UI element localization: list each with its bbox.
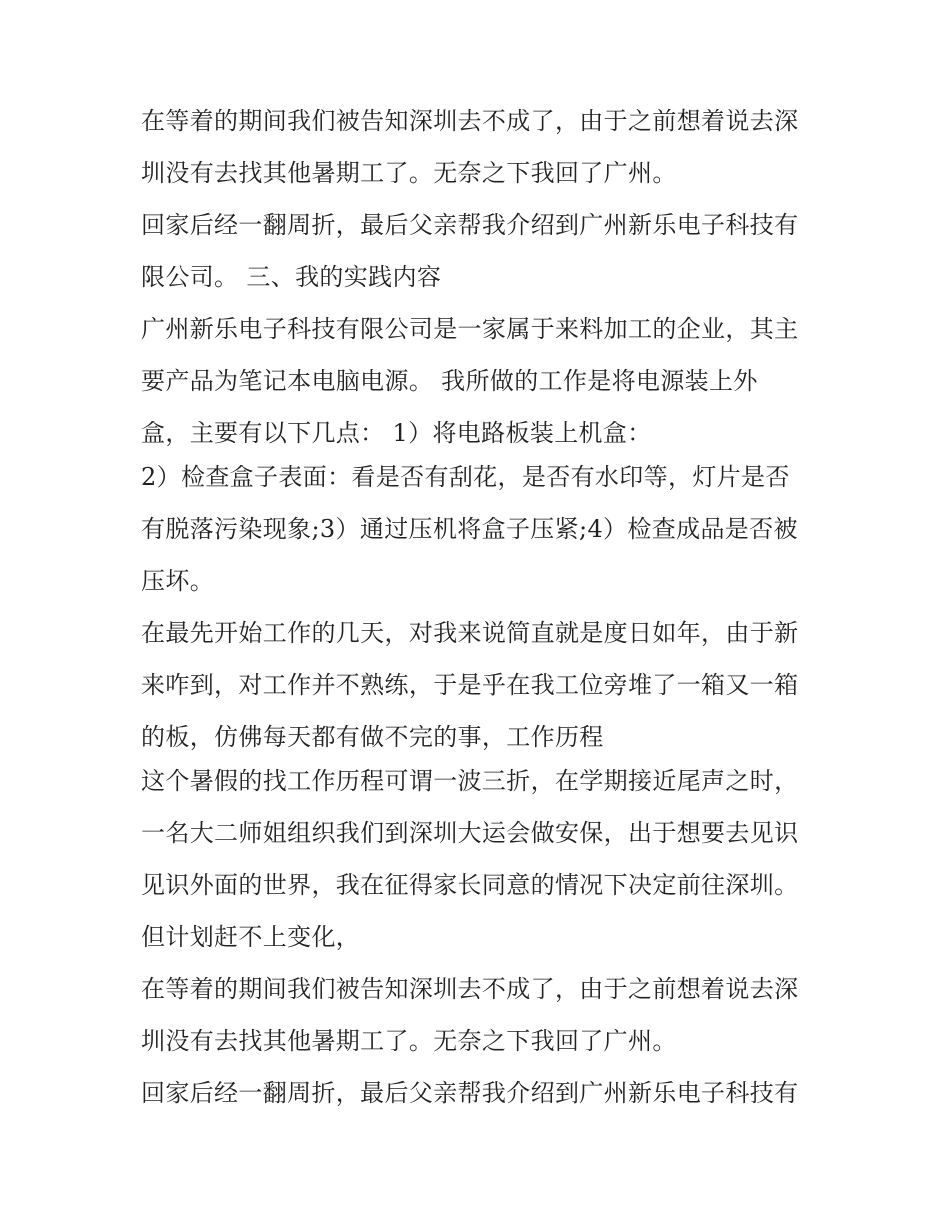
text-line-5: 广州新乐电子科技有限公司是一家属于来料加工的企业，其主 (141, 315, 799, 343)
text-line-3: 回家后经一翻周折，最后父亲帮我介绍到广州新乐电子科技有 (141, 211, 799, 239)
text-line-11: 在最先开始工作的几天，对我来说简直就是度日如年，由于新 (141, 619, 799, 647)
text-line-10: 压坏。 (141, 567, 215, 595)
text-line-9: 有脱落污染现象;3）通过压机将盒子压紧;4）检查成品是否被 (141, 515, 798, 543)
text-line-2: 圳没有去找其他暑期工了。无奈之下我回了广州。 (141, 159, 677, 187)
text-line-19: 圳没有去找其他暑期工了。无奈之下我回了广州。 (141, 1027, 677, 1055)
text-line-16: 见识外面的世界，我在征得家长同意的情况下决定前往深圳。 (141, 871, 799, 899)
body-text (141, 108, 831, 1106)
text-line-15: 一名大二师姐组织我们到深圳大运会做安保，出于想要去见识 (141, 819, 799, 847)
text-line-13: 的板，仿佛每天都有做不完的事，工作历程 (141, 723, 604, 751)
text-line-12: 来咋到，对工作并不熟练，于是乎在我工位旁堆了一箱又一箱 (141, 671, 799, 699)
text-line-18: 在等着的期间我们被告知深圳去不成了，由于之前想着说去深 (141, 975, 799, 1003)
text-line-6: 要产品为笔记本电脑电源。 我所做的工作是将电源装上外 (141, 367, 758, 395)
text-line-4: 限公司。 三、我的实践内容 (141, 263, 442, 291)
text-line-14: 这个暑假的找工作历程可谓一波三折，在学期接近尾声之时， (141, 767, 799, 795)
text-line-1: 在等着的期间我们被告知深圳去不成了，由于之前想着说去深 (141, 107, 799, 135)
text-line-7: 盒，主要有以下几点： 1）将电路板装上机盒： (141, 419, 652, 447)
text-line-20: 回家后经一翻周折，最后父亲帮我介绍到广州新乐电子科技有 (141, 1079, 799, 1107)
text-line-17: 但计划赶不上变化， (141, 923, 361, 951)
text-line-8: 2）检查盒子表面：看是否有刮花，是否有水印等，灯片是否 (141, 463, 790, 491)
